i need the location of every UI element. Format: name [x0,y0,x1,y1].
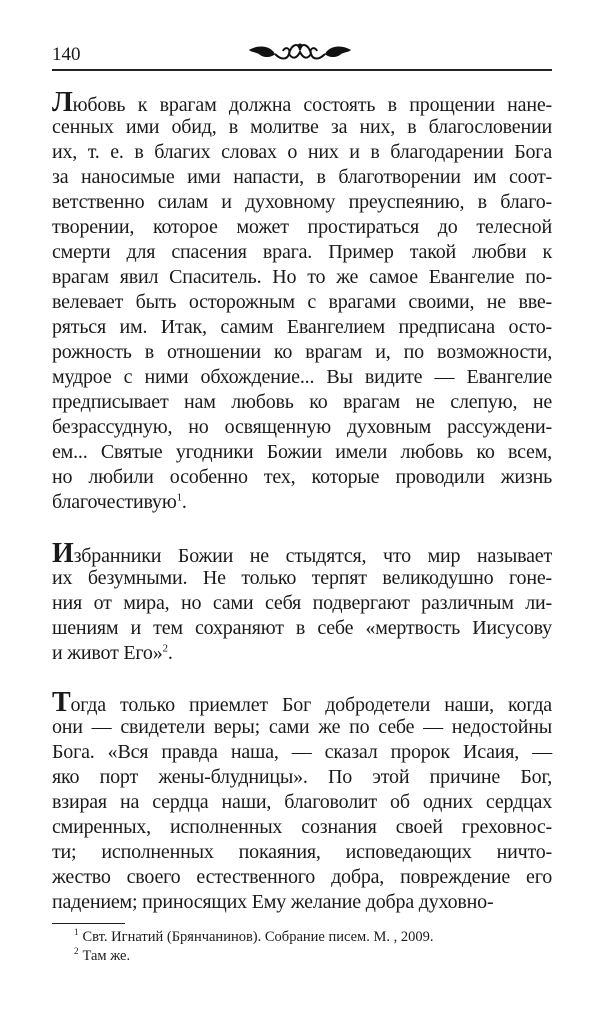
text-line: Бога. «Вся правда наша, — сказал пророк Исаия, — [52,741,552,763]
paragraph-2 [52,538,552,666]
text-line: Избранники Божии не стыдятся, что мир называет [52,538,552,569]
page-number: 140 [52,44,81,65]
text-line: жество своего естественного добра, повреждение его [52,866,552,888]
text-line: сенных ими обид, в молитве за них, в благословении [52,116,552,138]
text-line: смерти для спасения врага. Пример такой любви к [52,241,552,263]
text-line: смиренных, исполненных сознания своей греховнос- [52,816,552,838]
text-line: ти; исполненных покаяния, исповедающих ничто- [52,841,552,863]
text-line: рожность в отношении ко врагам и, по возможности, [52,341,552,363]
ornament-icon [245,40,355,64]
text-line: творении, которое может простираться до телесной [52,216,552,238]
text-line: безрассудную, но освященную духовным рассуждени- [52,416,552,438]
footnote-1: $^1$ Свт. Игнатий (Брянчанинов). Собрание писем. М. , 2009. [74,927,434,945]
footnote-ref: 2 [162,642,168,655]
footnote-rule [52,923,125,924]
header-rule [52,69,552,71]
drop-cap: Л [52,87,73,118]
footnote-ref: 1 [176,491,182,504]
text-line: мудрое с ними обхождение... Вы видите — Евангелие [52,366,552,388]
text-line: ветственно силам и духовному преуспеянию, в благо- [52,191,552,213]
text-line: ем... Святые угодники Божии имели любовь ко всем, [52,441,552,463]
text-line: Любовь к врагам должна состоять в прощении нане- [52,87,552,118]
text-line: за наносимые ими напасти, в благотворении им соот- [52,166,552,188]
text-line: но любили особенно тех, которые проводили жизнь [52,466,552,488]
text-line: велевает быть осторожным с врагами своими, не вве- [52,291,552,313]
text-line: шениям и тем сохраняют в себе «мертвость Иисусову [52,617,552,639]
text-line: и живот Его»$^2$. [52,642,173,664]
text-line: благочестивую$^1$. [52,491,187,513]
text-line: они — свидетели веры; сами же по себе — недостойны [52,716,552,738]
paragraph-3 [52,687,552,915]
text-line: яко порт жены-блудницы». По этой причине Бог, [52,766,552,788]
paragraph-1 [52,87,552,515]
text-line: их, т. е. в благих словах о них и в благодарении Бога [52,141,552,163]
text-line: врагам явил Спаситель. Но то же самое Евангелие по- [52,266,552,288]
text-line: падением; приносящих Ему желание добра духовно- [52,891,494,913]
text-line: взирая на сердца наши, благоволит об одних сердцах [52,791,552,813]
text-line: ния от мира, но сами себя подвергают различным ли- [52,592,552,614]
text-line: Тогда только приемлет Бог добродетели наши, когда [52,687,552,718]
footnote-2: $^2$ Там же. [74,946,131,964]
text-line: предписывает нам любовь ко врагам не слепую, не [52,391,552,413]
text-line: их безумными. Не только терпят великодушно гоне- [52,567,552,589]
text-line: ряться им. Итак, самим Евангелием предписана осто- [52,316,552,338]
drop-cap: Т [52,687,71,718]
drop-cap: И [52,538,74,569]
